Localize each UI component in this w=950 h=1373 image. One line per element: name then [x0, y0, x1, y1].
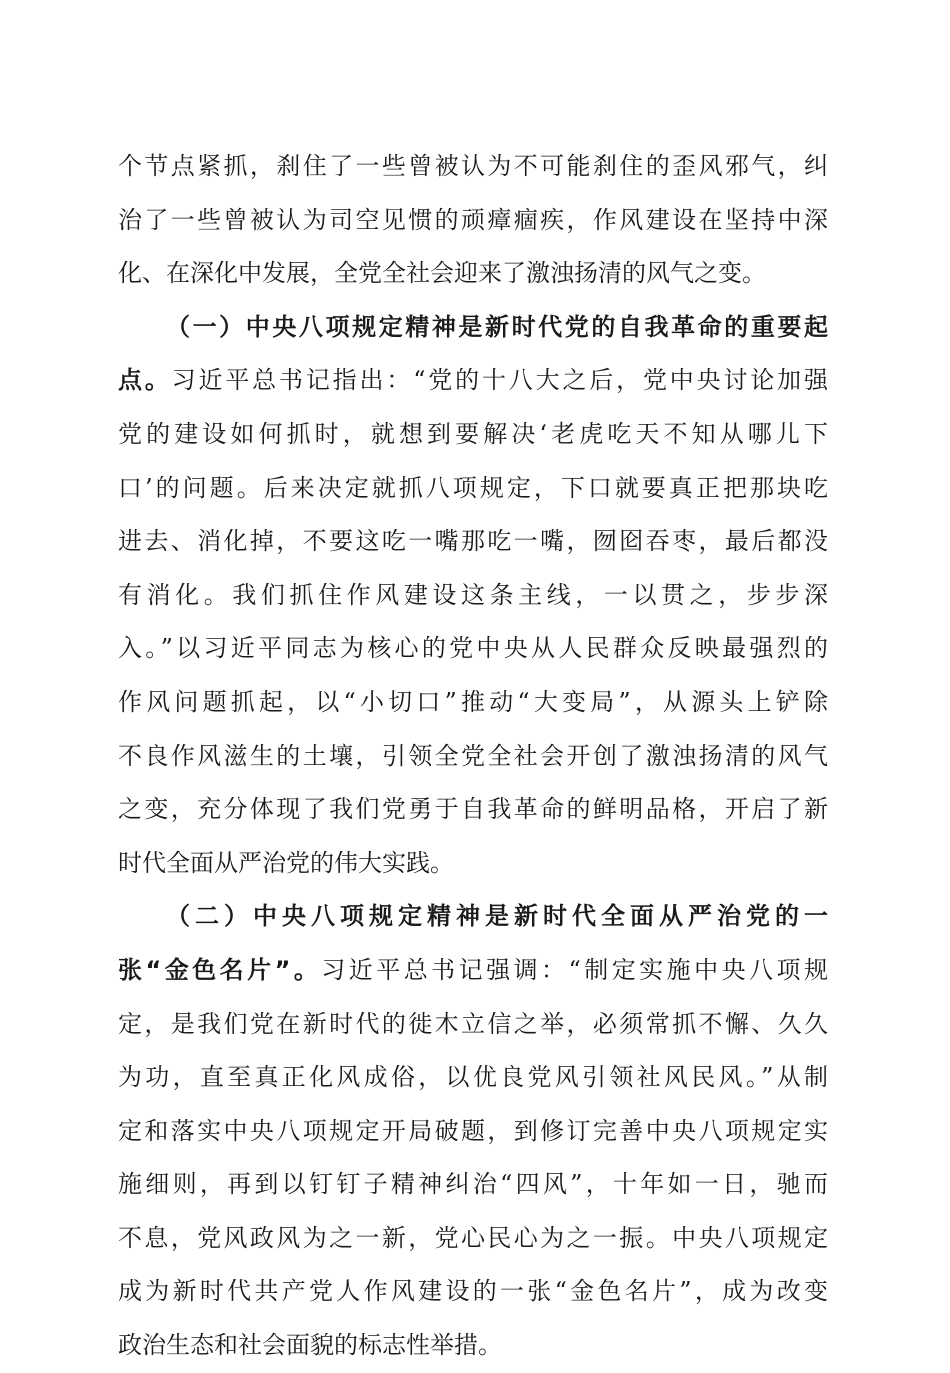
text-line: 不良作风滋生的土壤，引领全党全社会开创了激浊扬清的风气 — [118, 741, 828, 770]
section-2-paragraph — [118, 890, 828, 1372]
section-2-text: 习近平总书记强调：“制定实施中央八项规 — [321, 955, 828, 984]
intro-paragraph — [118, 140, 828, 301]
text-line: 政治生态和社会面貌的标志性举措。 — [118, 1331, 502, 1360]
text-line: 个节点紧抓，刹住了一些曾被认为不可能刹住的歪风邪气，纠 — [118, 152, 828, 180]
text-line: 成为新时代共产党人作风建设的一张“金色名片”，成为改变 — [118, 1277, 828, 1306]
document-body — [118, 140, 828, 1373]
text-line: 有消化。我们抓住作风建设这条主线，一以贯之，步步深 — [118, 580, 828, 609]
section-2-heading-end: 张“金色名片”。 — [118, 955, 322, 984]
text-line: 时代全面从严治党的伟大实践。 — [118, 848, 454, 877]
section-1-heading: （一）中央八项规定精神是新时代党的自我革命的重要起 — [166, 312, 828, 341]
text-line: 党的建设如何抓时，就想到要解决‘老虎吃天不知从哪儿下 — [118, 419, 828, 448]
text-line: 口’的问题。后来决定就抓八项规定，下口就要真正把那块吃 — [118, 473, 828, 502]
text-line: 治了一些曾被认为司空见惯的顽瘴痼疾，作风建设在坚持中深 — [118, 205, 828, 234]
text-line: 不息，党风政风为之一新，党心民心为之一振。中央八项规定 — [118, 1223, 828, 1252]
text-line: 入。”以习近平同志为核心的党中央从人民群众反映最强烈的 — [118, 634, 828, 663]
text-line: 施细则，再到以钉钉子精神纠治“四风”，十年如一日，驰而 — [118, 1170, 828, 1199]
section-1-paragraph — [118, 301, 828, 891]
text-line: 化、在深化中发展，全党全社会迎来了激浊扬清的风气之变。 — [118, 259, 766, 288]
section-1-heading-end: 点。 — [118, 366, 172, 395]
text-line: 为功，直至真正化风成俗，以优良党风引领社风民风。”从制 — [118, 1063, 828, 1092]
text-line: 定，是我们党在新时代的徙木立信之举，必须常抓不懈、久久 — [118, 1009, 828, 1038]
section-2-heading: （二）中央八项规定精神是新时代全面从严治党的一 — [166, 902, 828, 931]
text-line: 进去、消化掉，不要这吃一嘴那吃一嘴，囫囵吞枣，最后都没 — [118, 527, 828, 556]
text-line: 定和落实中央八项规定开局破题，到修订完善中央八项规定实 — [118, 1116, 828, 1145]
text-line: 作风问题抓起，以“小切口”推动“大变局”，从源头上铲除 — [118, 687, 828, 716]
section-1-text: 习近平总书记指出：“党的十八大之后，党中央讨论加强 — [171, 366, 828, 395]
text-line — [118, 944, 828, 998]
text-line — [118, 354, 828, 408]
text-line: 之变，充分体现了我们党勇于自我革命的鲜明品格，开启了新 — [118, 795, 828, 824]
